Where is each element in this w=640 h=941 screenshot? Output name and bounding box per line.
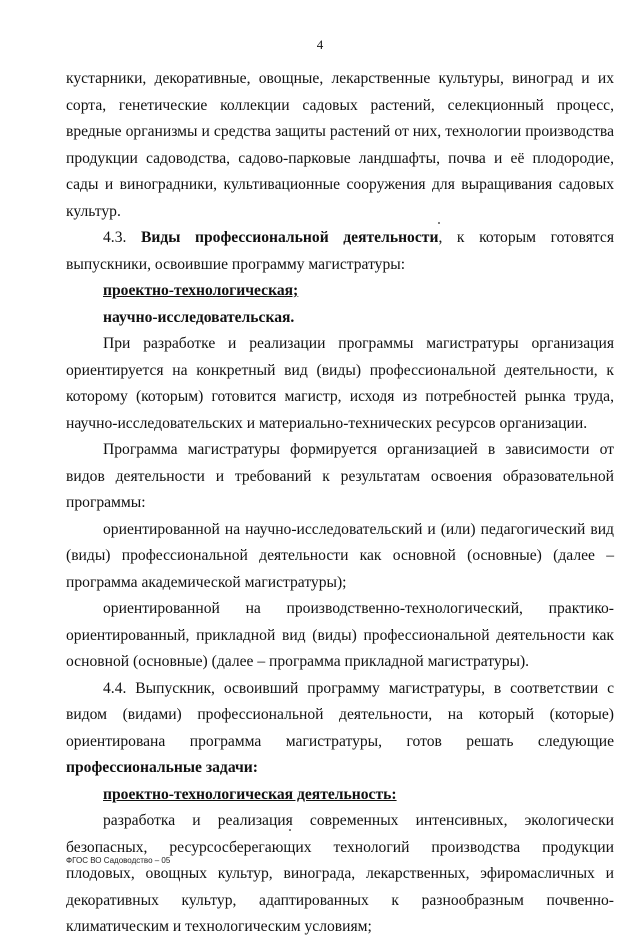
activity-type-research-text: научно-исследовательская. [103,308,295,326]
activity-type-design-text: проектно-технологическая; [103,282,299,299]
document-body [66,66,614,941]
activity-type-design [66,278,614,305]
heading-design-activity-text: проектно-технологическая деятельность: [103,785,397,803]
page-number: 4 [316,37,324,52]
paragraph-development: При разработке и реализации программы магистратуры организация ориентируется на конкретный вид (виды) профессиональной деятельности, к которому (которым) готовится магистр, исходя из потребностей рынка труда, научно-исследовательских и материально-технических ресурсов организации. [66,335,614,432]
paragraph-section-4-3 [66,225,614,278]
paragraph-formed: Программа магистратуры формируется организацией в зависимости от видов деятельности и требований к результатам освоения образовательной программы: [66,441,614,511]
section-4-4-text: 4.4. Выпускник, освоивший программу магистратуры, в соответствии с видом (видами) профессиональной деятельности, на который (которые) ориентирована программа магистратуры, готов решать следующие [66,679,614,750]
paragraph-objects: кустарники, декоративные, овощные, лекарственные культуры, виноград и их сорта, генетические коллекции садовых растений, селекционный процесс, вредные организмы и средства защиты растений от них, технологии производства продукции садоводства, садово-парковые ландшафты, почва и её плодородие, сады и виноградники, культивационные сооружения для выращивания садовых культур. [66,70,614,220]
section-4-3-heading: Виды профессиональной деятельности [140,229,439,246]
scan-dot [438,222,440,224]
paragraph-academic-masters: ориентированной на научно-исследовательский и (или) педагогический вид (виды) профессиональной деятельности как основной (основные) (далее – программа академической магистратуры); [66,520,614,591]
heading-design-activity [66,782,614,809]
paragraph-tasks: разработка и реализация современных интенсивных, экологически безопасных, ресурсосберегающих технологий производства продукции плодовых, овощных культур, винограда, лекарственных, эфиромасличных и декоративных культур, адаптированных к разнообразным почвенно-климатическим и технологическим условиям; [66,812,614,935]
paragraph-applied-masters: ориентированной на производственно-технологический, практико-ориентированный, прикладной вид (виды) профессиональной деятельности как основной (основные) (далее – программа прикладной магистратуры). [66,600,614,670]
scan-dot [289,829,291,831]
footer-standard: ФГОС ВО Садоводство – 05 [66,856,171,865]
section-4-3-text: , к которым готовятся выпускники, освоившие программу магистратуры: [66,229,615,273]
activity-type-research [66,305,614,332]
section-4-3-number: 4.3. [103,229,127,246]
section-4-4-bold: профессиональные задачи: [66,759,258,776]
paragraph-section-4-4 [66,676,614,782]
